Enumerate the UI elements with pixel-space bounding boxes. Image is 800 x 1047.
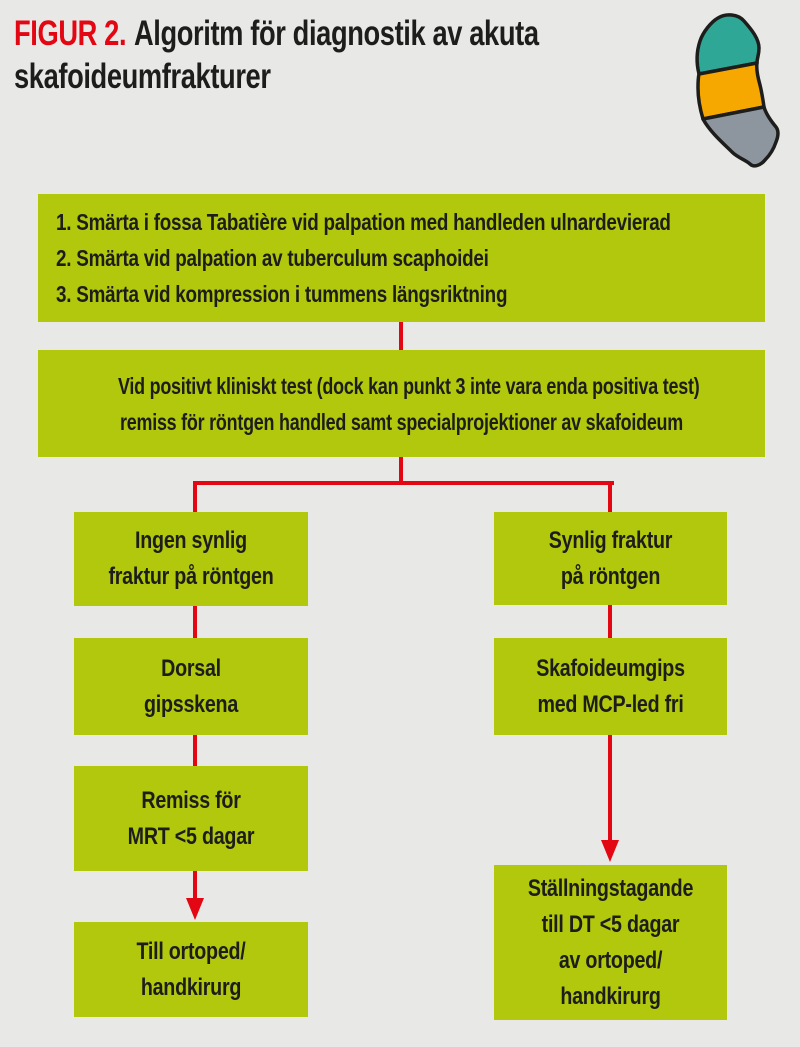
clinical-test-box xyxy=(38,350,765,457)
ct-decision-line-1: Ställningstagande xyxy=(527,874,694,902)
ct-decision-line-4: handkirurg xyxy=(560,982,661,1010)
no-visible-fracture-line-1: Ingen synlig xyxy=(135,527,247,554)
connector-clinical-to-branch xyxy=(399,457,403,483)
ct-decision-line-3: av ortoped/ xyxy=(558,946,663,974)
orthopedic-referral-line-1: Till ortoped/ xyxy=(136,937,246,965)
orthopedic-referral-box xyxy=(74,922,308,1017)
dorsal-splint-box xyxy=(74,638,308,735)
scaphoid-cast-line-1: Skafoideumgips xyxy=(536,654,685,682)
bone-distal-segment xyxy=(703,107,778,166)
visible-fracture-line-1: Synlig fraktur xyxy=(548,526,673,554)
mrt-referral-line-1: Remiss för xyxy=(141,786,241,814)
criteria-line-2: 2. Smärta vid palpation av tuberculum scaphoidei xyxy=(56,245,489,271)
figure-title-text1: Algoritm för diagnostik av akuta xyxy=(133,14,539,53)
figure-label: FIGUR 2. xyxy=(14,14,127,53)
criteria-box xyxy=(38,194,765,322)
scaphoid-bone-icon xyxy=(688,12,783,172)
visible-fracture-box xyxy=(494,512,727,605)
clinical-test-line-2: remiss för röntgen handled samt specialprojektioner av skafoideum xyxy=(119,408,684,435)
scaphoid-cast-box xyxy=(494,638,727,735)
arrowhead-right-icon xyxy=(601,840,619,862)
dorsal-splint-line-2: gipsskena xyxy=(143,690,239,718)
figure-title xyxy=(14,12,674,98)
orthopedic-referral-line-2: handkirurg xyxy=(140,973,242,1001)
connector-branch-horizontal xyxy=(193,481,614,485)
criteria-line-3: 3. Smärta vid kompression i tummens längsriktning xyxy=(56,281,508,307)
figure-title-line1 xyxy=(14,12,539,55)
mrt-referral-box xyxy=(74,766,308,871)
clinical-test-line-1: Vid positivt kliniskt test (dock kan punkt 3 inte vara enda positiva test) xyxy=(117,372,700,399)
no-visible-fracture-line-2: fraktur på röntgen xyxy=(108,563,274,590)
dorsal-splint-line-1: Dorsal xyxy=(161,654,221,682)
arrowhead-left-icon xyxy=(186,898,204,920)
no-visible-fracture-box xyxy=(74,512,308,606)
criteria-line-1: 1. Smärta i fossa Tabatière vid palpation med handleden ulnardevierad xyxy=(56,209,671,235)
mrt-referral-line-2: MRT <5 dagar xyxy=(127,822,255,850)
ct-decision-line-2: till DT <5 dagar xyxy=(541,910,680,938)
visible-fracture-line-2: på röntgen xyxy=(560,562,661,590)
ct-decision-box xyxy=(494,865,727,1020)
scaphoid-cast-line-2: med MCP-led fri xyxy=(537,690,684,718)
connector-criteria-to-clinical xyxy=(399,322,403,350)
figure-title-line2: skafoideumfrakturer xyxy=(14,57,271,96)
